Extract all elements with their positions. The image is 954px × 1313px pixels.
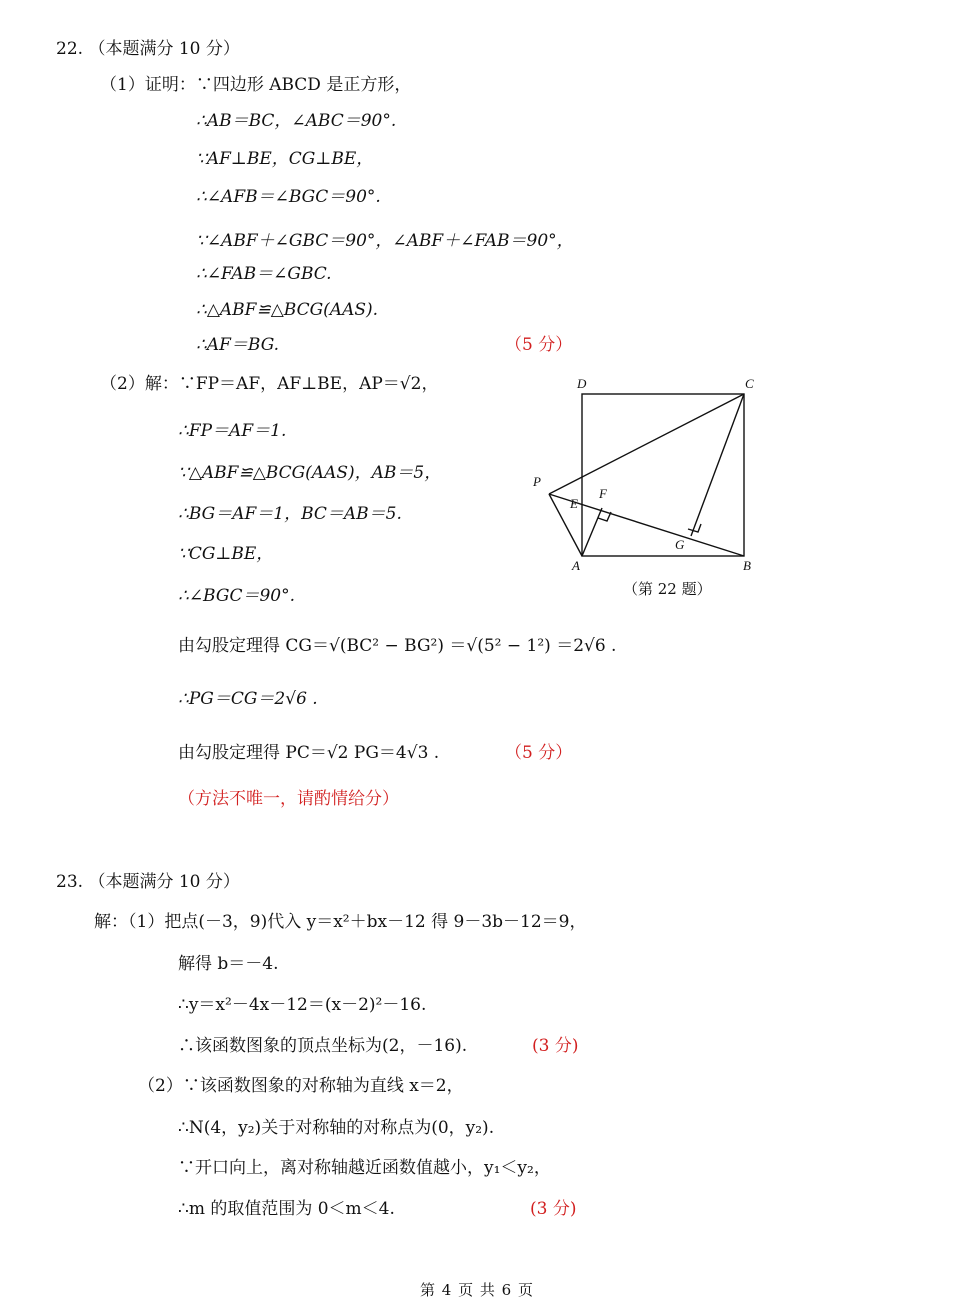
- q22-p1-line-1: （1）证明：∵四边形 ABCD 是正方形，: [100, 75, 412, 95]
- q22-p1-line-3: ∵AF⊥BE，CG⊥BE，: [196, 149, 374, 169]
- label-d: D: [577, 376, 587, 391]
- q22-p2-line-6: ∴∠BGC＝90°.: [178, 586, 295, 606]
- q22-p2-line-8: ∴PG＝CG＝2√6 .: [178, 689, 318, 709]
- label-c: C: [745, 376, 754, 391]
- q23-line-4: ∴该函数图象的顶点坐标为(2，－16).: [178, 1036, 468, 1056]
- q22-p2-line-5: ∵CG⊥BE，: [178, 544, 274, 564]
- q22-p2-line-2: ∴FP＝AF＝1.: [178, 421, 287, 441]
- segment-pb: [549, 494, 744, 556]
- q22-p2-line-3: ∵△ABF≌△BCG(AAS)，AB＝5，: [178, 463, 442, 483]
- segment-cg: [691, 394, 744, 536]
- q22-p1-line-7: ∴△ABF≌△BCG(AAS).: [196, 300, 379, 320]
- q23-score-1: (3 分): [532, 1036, 579, 1056]
- q22-p1-line-2: ∴AB＝BC，∠ABC＝90°.: [196, 111, 397, 131]
- q22-p2-line-1: （2）解：∵FP＝AF，AF⊥BE，AP＝√2，: [100, 374, 439, 394]
- label-g: G: [675, 537, 685, 552]
- label-p: P: [533, 474, 541, 489]
- q23-header: 23. （本题满分 10 分）: [56, 872, 240, 892]
- q22-geometry-figure: [525, 372, 765, 604]
- q22-note: （方法不唯一，请酌情给分）: [178, 789, 399, 809]
- q22-p1-score: （5 分）: [505, 335, 573, 355]
- figure-caption: （第 22 题）: [623, 580, 712, 598]
- segment-af: [582, 508, 602, 556]
- page-footer: 第 4 页 共 6 页: [420, 1281, 534, 1299]
- q22-p1-line-6: ∴∠FAB＝∠GBC.: [196, 264, 332, 284]
- q22-p1-line-4: ∴∠AFB＝∠BGC＝90°.: [196, 187, 381, 207]
- q23-line-7: ∵开口向上，离对称轴越近函数值越小，y₁＜y₂，: [178, 1158, 551, 1178]
- q23-line-5: （2）∵该函数图象的对称轴为直线 x＝2，: [138, 1076, 464, 1096]
- label-b: B: [743, 558, 751, 573]
- label-e: E: [570, 496, 578, 511]
- q22-p1-line-5: ∵∠ABF＋∠GBC＝90°，∠ABF＋∠FAB＝90°，: [196, 231, 574, 251]
- label-f: F: [599, 486, 607, 501]
- q23-score-2: (3 分): [530, 1199, 577, 1219]
- square-abcd: [582, 394, 744, 556]
- q23-line-3: ∴y＝x²－4x－12＝(x－2)²－16.: [178, 995, 427, 1015]
- q22-p2-line-9: 由勾股定理得 PC＝√2 PG＝4√3 .: [178, 743, 440, 763]
- q23-line-1: 解：（1）把点(－3，9)代入 y＝x²＋bx－12 得 9－3b－12＝9，: [94, 912, 587, 932]
- q22-p2-line-7: 由勾股定理得 CG＝√(BC² − BG²) ＝√(5² − 1²) ＝2√6 .: [178, 636, 617, 656]
- q22-p1-line-8: ∴AF＝BG.: [196, 335, 280, 355]
- q22-p2-line-4: ∴BG＝AF＝1，BC＝AB＝5.: [178, 504, 402, 524]
- q22-header: 22. （本题满分 10 分）: [56, 39, 240, 59]
- label-a: A: [572, 558, 580, 573]
- q23-line-6: ∴N(4，y₂)关于对称轴的对称点为(0，y₂).: [178, 1118, 495, 1138]
- q22-p2-score: （5 分）: [505, 743, 573, 763]
- q23-line-8: ∴m 的取值范围为 0＜m＜4.: [178, 1199, 395, 1219]
- segment-pc: [549, 394, 744, 494]
- q23-line-2: 解得 b＝－4.: [178, 954, 279, 974]
